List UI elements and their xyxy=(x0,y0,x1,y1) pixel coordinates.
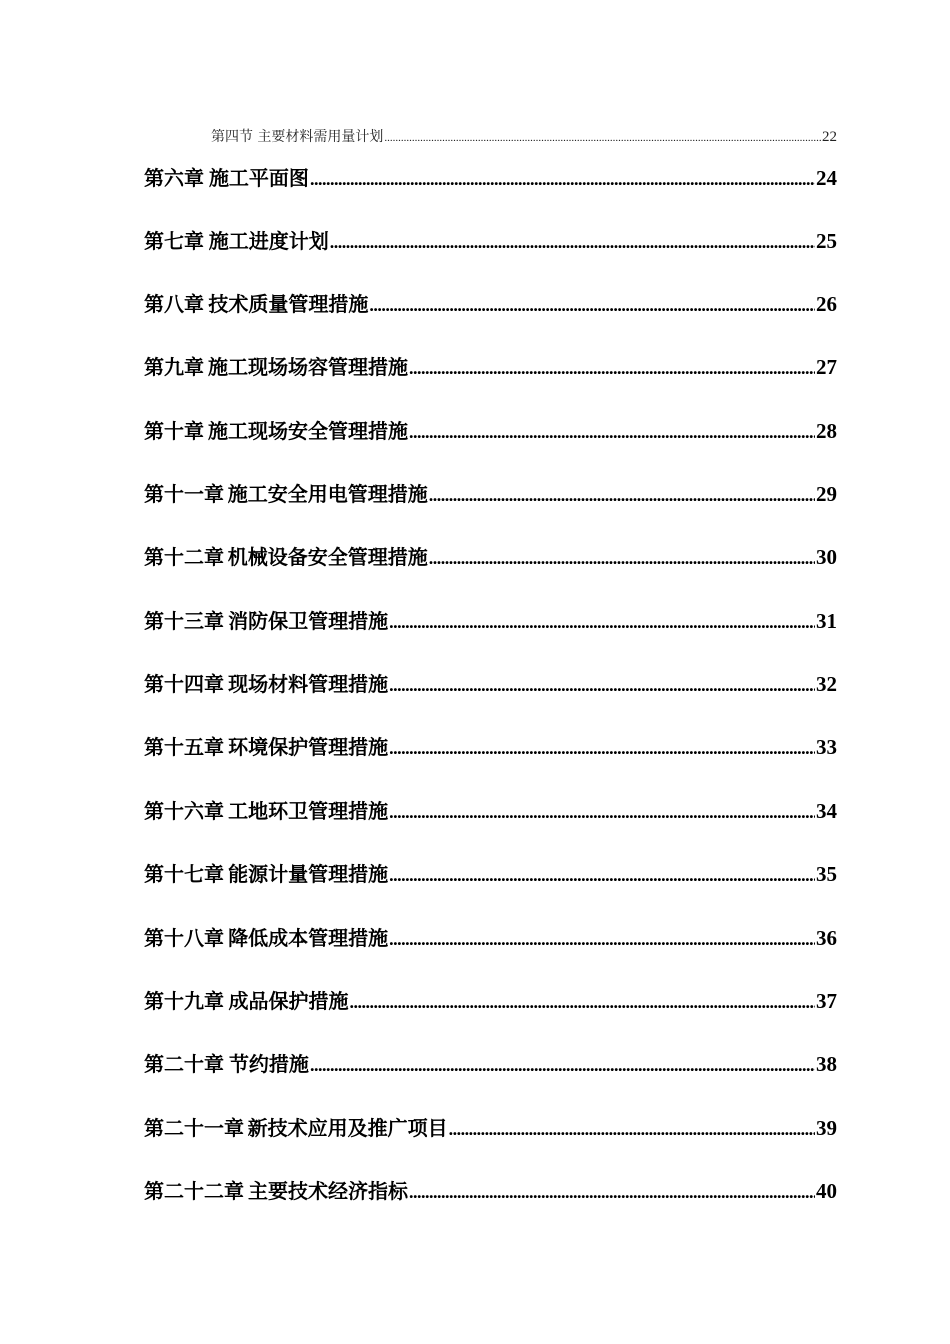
toc-chapter-number: 第六章 xyxy=(144,166,204,190)
toc-chapter-title: 机械设备安全管理措施 xyxy=(227,545,428,569)
dot-leader xyxy=(310,169,815,190)
toc-chapter-title: 施工现场安全管理措施 xyxy=(207,419,408,443)
toc-chapter-title: 现场材料管理措施 xyxy=(228,672,389,696)
dot-leader xyxy=(429,548,815,569)
toc-page-number: 40 xyxy=(816,1179,837,1203)
toc-entry-chapter[interactable] xyxy=(144,162,837,191)
toc-chapter-title: 环境保护管理措施 xyxy=(228,735,389,759)
toc-chapter-number: 第八章 xyxy=(144,292,204,316)
toc-page-number: 36 xyxy=(816,926,837,950)
toc-chapter-title: 能源计量管理措施 xyxy=(228,862,389,886)
toc-chapter-title: 成品保护措施 xyxy=(228,989,349,1013)
toc-chapter-title: 施工现场场容管理措施 xyxy=(207,355,408,379)
dot-leader xyxy=(310,1055,815,1076)
toc-entry-chapter[interactable] xyxy=(144,415,837,444)
toc-chapter-number: 第十二章 xyxy=(144,545,224,569)
dot-leader xyxy=(384,132,821,144)
toc-section-title: 主要材料需用量计划 xyxy=(257,129,384,145)
toc-chapter-title: 施工安全用电管理措施 xyxy=(227,482,428,506)
toc-section-number: 第四节 xyxy=(211,129,253,145)
toc-page-number: 37 xyxy=(816,989,837,1013)
toc-chapter-number: 第十九章 xyxy=(144,989,224,1013)
toc-page-number: 31 xyxy=(816,609,837,633)
dot-leader xyxy=(449,1119,815,1140)
toc-entry-chapter[interactable] xyxy=(144,225,837,254)
toc-chapter-number: 第十五章 xyxy=(144,735,224,759)
toc-entry-chapter[interactable] xyxy=(144,731,837,760)
toc-chapter-number: 第十四章 xyxy=(144,672,224,696)
dot-leader xyxy=(389,612,815,633)
toc-entry-chapter[interactable] xyxy=(144,985,837,1014)
toc-chapter-number: 第二十二章 xyxy=(144,1179,244,1203)
toc-chapter-number: 第二十章 xyxy=(144,1052,224,1076)
toc-chapter-number: 第二十一章 xyxy=(144,1116,244,1140)
toc-chapter-number: 第十七章 xyxy=(144,862,224,886)
toc-chapter-title: 施工平面图 xyxy=(208,166,309,190)
toc-entry-chapter[interactable] xyxy=(144,1112,837,1141)
toc-entry-chapter[interactable] xyxy=(144,605,837,634)
toc-page-number: 33 xyxy=(816,735,837,759)
toc-page-number: 22 xyxy=(822,129,837,145)
dot-leader xyxy=(389,675,815,696)
toc-page-number: 26 xyxy=(816,292,837,316)
toc-page-number: 34 xyxy=(816,799,837,823)
toc-entry-section[interactable] xyxy=(211,126,837,146)
toc-entry-chapter[interactable] xyxy=(144,1048,837,1077)
toc-chapter-number: 第十三章 xyxy=(144,609,224,633)
toc-chapter-number: 第十一章 xyxy=(144,482,224,506)
dot-leader xyxy=(409,1182,815,1203)
dot-leader xyxy=(369,295,815,316)
toc-page-number: 35 xyxy=(816,862,837,886)
toc-chapter-title: 降低成本管理措施 xyxy=(228,926,389,950)
toc-entry-chapter[interactable] xyxy=(144,795,837,824)
toc-chapter-title: 技术质量管理措施 xyxy=(208,292,369,316)
toc-entry-chapter[interactable] xyxy=(144,541,837,570)
dot-leader xyxy=(389,865,815,886)
toc-page-number: 29 xyxy=(816,482,837,506)
toc-page-number: 28 xyxy=(816,419,837,443)
toc-chapter-number: 第七章 xyxy=(144,229,204,253)
dot-leader xyxy=(389,802,815,823)
toc-entry-chapter[interactable] xyxy=(144,858,837,887)
toc-page-number: 39 xyxy=(816,1116,837,1140)
toc-chapter-number: 第十章 xyxy=(144,419,204,443)
toc-page-number: 32 xyxy=(816,672,837,696)
toc-chapter-title: 新技术应用及推广项目 xyxy=(247,1116,448,1140)
dot-leader xyxy=(409,422,815,443)
dot-leader xyxy=(330,232,815,253)
toc-page-number: 24 xyxy=(816,166,837,190)
dot-leader xyxy=(429,485,815,506)
dot-leader xyxy=(389,929,815,950)
toc-chapter-number: 第十六章 xyxy=(144,799,224,823)
toc-chapter-title: 消防保卫管理措施 xyxy=(228,609,389,633)
toc-page-number: 27 xyxy=(816,355,837,379)
dot-leader xyxy=(409,358,815,379)
toc-entry-chapter[interactable] xyxy=(144,478,837,507)
toc-entry-chapter[interactable] xyxy=(144,668,837,697)
toc-entry-chapter[interactable] xyxy=(144,351,837,380)
toc-chapter-number: 第十八章 xyxy=(144,926,224,950)
toc-entry-chapter[interactable] xyxy=(144,288,837,317)
toc-chapter-title: 工地环卫管理措施 xyxy=(228,799,389,823)
toc-entry-chapter[interactable] xyxy=(144,922,837,951)
toc-chapter-title: 施工进度计划 xyxy=(208,229,329,253)
toc-chapter-number: 第九章 xyxy=(144,355,204,379)
toc-page-number: 38 xyxy=(816,1052,837,1076)
dot-leader xyxy=(389,738,815,759)
toc-chapter-title: 节约措施 xyxy=(228,1052,309,1076)
toc-entry-chapter[interactable] xyxy=(144,1175,837,1204)
toc-chapter-title: 主要技术经济指标 xyxy=(247,1179,408,1203)
dot-leader xyxy=(350,992,815,1013)
toc-page-number: 25 xyxy=(816,229,837,253)
toc-page-number: 30 xyxy=(816,545,837,569)
